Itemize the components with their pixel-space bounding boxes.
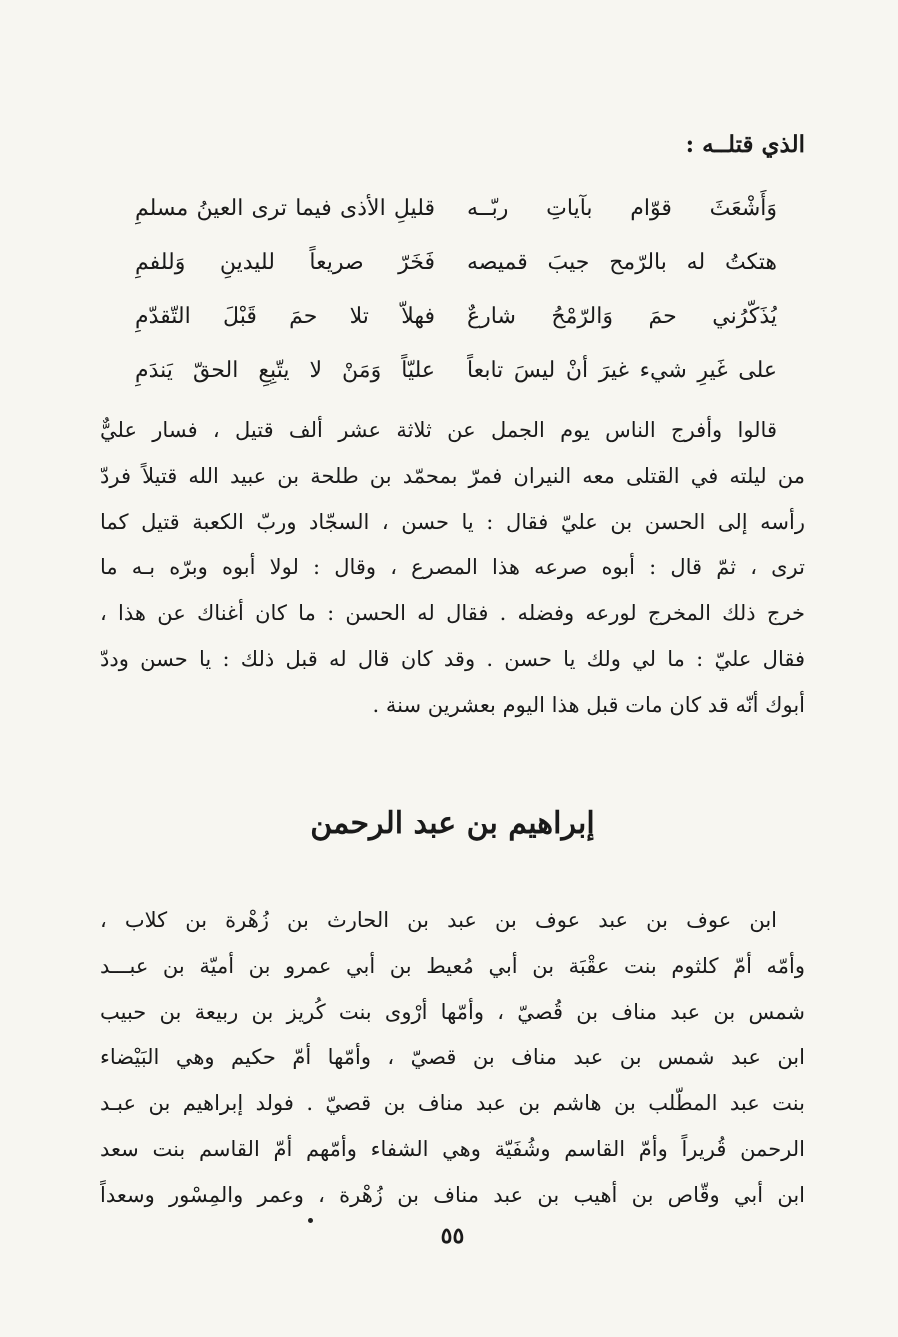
paragraph-line: ابن عبد شمس بن عبد مناف بن قصيّ ، وأمّها أمّ حكيم وهي البَيْضاء [100, 1045, 805, 1070]
intro-line: الذي قتلــه : [685, 131, 805, 158]
paragraph-line: بنت عبد المطّلب بن هاشم بن عبد مناف بن قصيّ . فولد إبراهيم بن عبـد [100, 1091, 805, 1116]
verse-first-hemistich: هتكتُ له بالرّمح جيبَ قميصه [467, 250, 777, 275]
verse-first-hemistich: وَأَشْعَثَ قوّام بآياتِ ربّــه [467, 196, 777, 221]
verse-second-hemistich: قليلِ الأذى فيما ترى العينُ مسلمِ [135, 196, 435, 221]
page-number: ٥٥ [440, 1223, 465, 1249]
paragraph-line: رأسه إلى الحسن بن عليّ فقال : يا حسن ، السجّاد وربّ الكعبة قتيل كما [100, 509, 805, 534]
poem-verse [100, 290, 805, 344]
verse-first-hemistich: يُذَكّرُني حمَ وَالرّمْحُ شارعٌ [467, 304, 777, 329]
paragraph-line: فقال عليّ : ما لي ولك يا حسن . وقد كان قال له قبل ذلك : يا حسن وددّ [100, 646, 805, 671]
paragraph-line: شمس بن عبد مناف بن قُصيّ ، وأمّها أرْوى بنت كُريز بن ربيعة بن حبيب [100, 999, 805, 1024]
paragraph-battle-of-camel [100, 408, 805, 729]
paragraph-line: أبوك أنّه قد كان مات قبل هذا اليوم بعشرين سنة . [372, 692, 805, 717]
verse-second-hemistich: فَخَرّ صريعاً لليدينِ وَللفمِ [135, 250, 435, 275]
paragraph-line: خرج ذلك المخرج لورعه وفضله . فقال له الحسن : ما كان أغناك عن هذا ، [100, 601, 805, 626]
paragraph-line: ترى ، ثمّ قال : أبوه صرعه هذا المصرع ، وقال : لولا أبوه وبرّه بـه ما [100, 555, 805, 580]
poem-verse [100, 344, 805, 398]
verse-second-hemistich: فهلاّ تلا حمَ قَبْلَ التّقدّمِ [135, 304, 435, 329]
section-heading: إبراهيم بن عبد الرحمن [310, 806, 595, 841]
paragraph-line: وأمّه أمّ كلثوم بنت عقْبَة بن أبي مُعيط بن أبي عمرو بن أميّة بن عبـــد [100, 953, 805, 978]
ink-speck [308, 1218, 313, 1223]
poem-verse [100, 236, 805, 290]
paragraph-line: ابن عوف بن عبد عوف بن عبد بن الحارث بن زُهْرة بن كلاب ، [100, 908, 777, 932]
poem-verse [100, 182, 805, 236]
book-page [100, 120, 805, 1260]
paragraph-line: قالوا وأفرج الناس يوم الجمل عن ثلاثة عشر ألف قتيل ، فسار عليٌّ [100, 418, 777, 442]
paragraph-genealogy [100, 898, 805, 1219]
paragraph-line: الرحمن قُريراً وأمّ القاسم وشُفَيّة وهي الشفاء وأمّهم أمّ القاسم بنت سعد [100, 1136, 805, 1161]
paragraph-line: ابن أبي وقّاص بن أهيب بن عبد مناف بن زُهْرة ، وعمر والمِسْور وسعداً [100, 1182, 805, 1207]
paragraph-line: من ليلته في القتلى معه النيران فمرّ بمحمّد بن طلحة بن عبيد الله قتيلاً فردّ [100, 463, 805, 488]
poem [100, 182, 805, 398]
verse-first-hemistich: على غَيرِ شيء غيرَ أنْ ليسَ تابعاً [467, 358, 777, 383]
verse-second-hemistich: عليّاً وَمَنْ لا يتّبِعِ الحقّ يَندَمِ [135, 358, 435, 383]
